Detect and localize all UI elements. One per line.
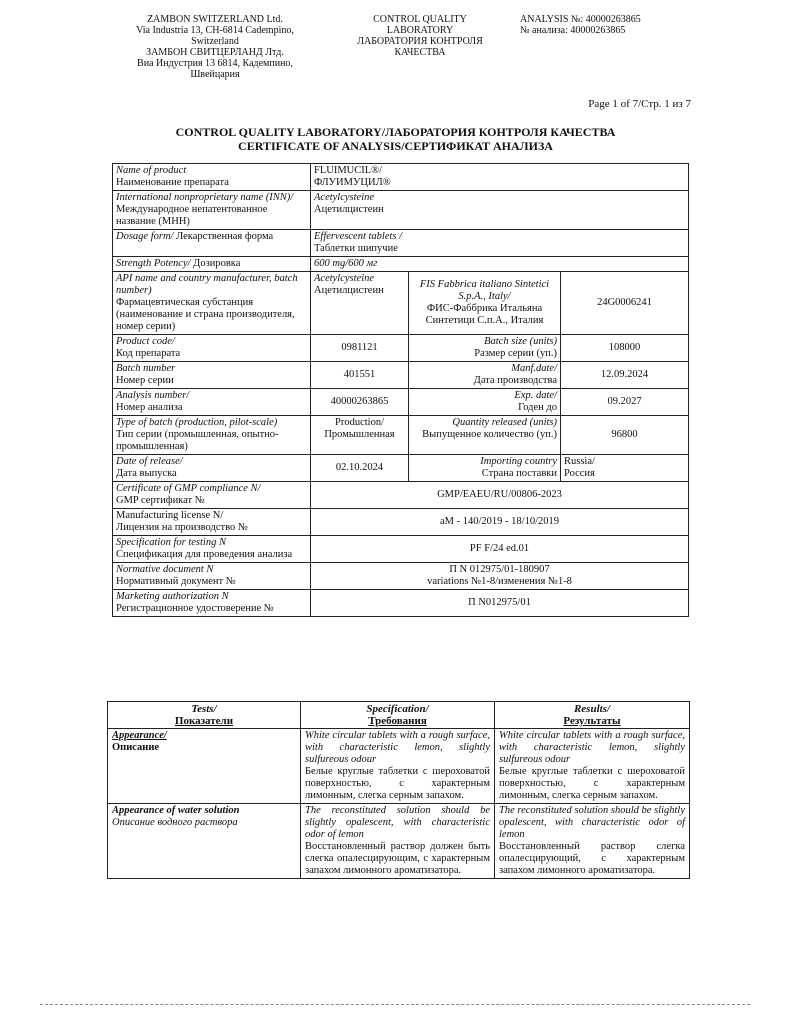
table-row bbox=[113, 416, 689, 455]
api-manufacturer: FIS Fabbrica italiano Sintetici S.p.A., Italy/ ФИС-Фаббрика Итальяна Синтетици С.п.А., Италия bbox=[409, 272, 561, 335]
table-row bbox=[108, 729, 690, 804]
dosage-label: Dosage form/ Лекарственная форма bbox=[113, 230, 311, 257]
title-line-1: CONTROL QUALITY LABORATORY/ЛАБОРАТОРИЯ КОНТРОЛЯ КАЧЕСТВА bbox=[175, 125, 616, 139]
analysis-number: 40000263865 bbox=[311, 389, 409, 416]
table-row bbox=[113, 389, 689, 416]
tests-header: Tests/ Показатели bbox=[108, 702, 301, 729]
importing-country: Russia/ Россия bbox=[561, 455, 689, 482]
api-label: API name and country manufacturer, batch number) Фармацевтическая субстанция (наименование и страна производителя, номер серии) bbox=[113, 272, 311, 335]
lab-line: КАЧЕСТВА bbox=[394, 47, 446, 58]
test-name: Appearance of water solution Описание водного раствора bbox=[108, 804, 301, 879]
lab-line: CONTROL QUALITY bbox=[373, 14, 467, 25]
table-row bbox=[113, 335, 689, 362]
inn-label: International nonproprietary name (INN)/ Международное непатентованное название (МНН) bbox=[113, 191, 311, 230]
importing-label: Importing country Страна поставки bbox=[409, 455, 561, 482]
tests-table bbox=[107, 701, 690, 879]
name-label: Name of product Наименование препарата bbox=[113, 164, 311, 191]
table-row bbox=[113, 563, 689, 590]
batch-number: 401551 bbox=[311, 362, 409, 389]
document-title bbox=[0, 125, 791, 153]
table-header-row bbox=[108, 702, 690, 729]
test-result: The reconstituted solution should be slightly opalescent, with characteristic odor of lemon Восстановленный раствор слегка опалесцирующий, с характерным запахом лимонного ароматизатора. bbox=[495, 804, 690, 879]
batch-type-label: Type of batch (production, pilot-scale) Тип серии (промышленная, опытно-промышленная) bbox=[113, 416, 311, 455]
batch-size: 108000 bbox=[561, 335, 689, 362]
lab-name-block bbox=[340, 14, 500, 58]
batch-size-label: Batch size (units) Размер серии (уп.) bbox=[409, 335, 561, 362]
analysis-number-block bbox=[520, 14, 680, 36]
table-row bbox=[108, 804, 690, 879]
license-value: aM - 140/2019 - 18/10/2019 bbox=[311, 509, 689, 536]
product-code: 0981121 bbox=[311, 335, 409, 362]
spec-label: Specification for testing N Спецификация для проведения анализа bbox=[113, 536, 311, 563]
qty-released: 96800 bbox=[561, 416, 689, 455]
analysis-number-label: Analysis number/ Номер анализа bbox=[113, 389, 311, 416]
api-name: Acetylcysteine Ацетилцистеин bbox=[311, 272, 409, 335]
table-row bbox=[113, 455, 689, 482]
analysis-line: № анализа: 40000263865 bbox=[520, 25, 626, 36]
table-row bbox=[113, 590, 689, 617]
ma-label: Marketing authorization N Регистрационное удостоверение № bbox=[113, 590, 311, 617]
company-line: Via Industria 13, CH-6814 Cadempino, bbox=[136, 25, 294, 36]
dosage-value: Effervescent tablets / Таблетки шипучие bbox=[311, 230, 689, 257]
spec-value: PF F/24 ed.01 bbox=[311, 536, 689, 563]
test-spec: The reconstituted solution should be slightly opalescent, with characteristic odor of lemon Восстановленный раствор должен быть слегка опалесцирующим, с характерным запахом лимонного ароматизатора. bbox=[301, 804, 495, 879]
table-row bbox=[113, 509, 689, 536]
normdoc-label: Normative document N Нормативный документ № bbox=[113, 563, 311, 590]
company-line: Швейцария bbox=[190, 69, 240, 80]
ma-value: П N012975/01 bbox=[311, 590, 689, 617]
normdoc-value: П N 012975/01-180907 variations №1-8/изменения №1-8 bbox=[311, 563, 689, 590]
footer-divider bbox=[40, 1004, 750, 1005]
table-row bbox=[113, 362, 689, 389]
inn-value: Acetylcysteine Ацетилцистеин bbox=[311, 191, 689, 230]
page-number: Page 1 of 7/Стр. 1 из 7 bbox=[588, 98, 691, 110]
strength-label: Strength Potency/ Дозировка bbox=[113, 257, 311, 272]
spec-header: Specification/ Требования bbox=[301, 702, 495, 729]
lab-line: LABORATORY bbox=[386, 25, 454, 36]
product-code-label: Product code/ Код препарата bbox=[113, 335, 311, 362]
gmp-label: Certificate of GMP compliance N/ GMP сертификат № bbox=[113, 482, 311, 509]
analysis-line: ANALYSIS №: 40000263865 bbox=[520, 14, 641, 25]
table-row bbox=[113, 257, 689, 272]
company-line: ЗАМБОН СВИТЦЕРЛАНД Лтд. bbox=[146, 47, 284, 58]
strength-value: 600 mg/600 мг bbox=[311, 257, 689, 272]
company-line: Switzerland bbox=[191, 36, 239, 47]
table-row bbox=[113, 272, 689, 335]
company-line: ZAMBON SWITZERLAND Ltd. bbox=[147, 14, 283, 25]
release-date: 02.10.2024 bbox=[311, 455, 409, 482]
batch-number-label: Batch number Номер серии bbox=[113, 362, 311, 389]
gmp-value: GMP/EAEU/RU/00806-2023 bbox=[311, 482, 689, 509]
exp-date-label: Exp. date/ Годен до bbox=[409, 389, 561, 416]
release-date-label: Date of release/ Дата выпуска bbox=[113, 455, 311, 482]
batch-type: Production/ Промышленная bbox=[311, 416, 409, 455]
test-result: White circular tablets with a rough surface, with characteristic lemon, slightly sulfureous odour Белые круглые таблетки с шероховатой поверхностью, с характерным лимонным, слегка серным запахом. bbox=[495, 729, 690, 804]
table-row bbox=[113, 164, 689, 191]
qty-released-label: Quantity released (units) Выпущенное количество (уп.) bbox=[409, 416, 561, 455]
license-label: Manufacturing license N/ Лицензия на производство № bbox=[113, 509, 311, 536]
name-value: FLUIMUCIL®/ ФЛУИМУЦИЛ® bbox=[311, 164, 689, 191]
exp-date: 09.2027 bbox=[561, 389, 689, 416]
table-row bbox=[113, 191, 689, 230]
api-batch: 24G0006241 bbox=[561, 272, 689, 335]
manf-date: 12.09.2024 bbox=[561, 362, 689, 389]
table-row bbox=[113, 482, 689, 509]
test-spec: White circular tablets with a rough surface, with characteristic lemon, slightly sulfureous odour Белые круглые таблетки с шероховатой поверхностью, с характерным лимонным, слегка серным запахом. bbox=[301, 729, 495, 804]
product-info-table bbox=[112, 163, 689, 617]
lab-line: ЛАБОРАТОРИЯ КОНТРОЛЯ bbox=[357, 36, 483, 47]
manf-date-label: Manf.date/ Дата производства bbox=[409, 362, 561, 389]
table-row bbox=[113, 230, 689, 257]
test-name: Appearance/ Описание bbox=[108, 729, 301, 804]
table-row bbox=[113, 536, 689, 563]
results-header: Results/ Результаты bbox=[495, 702, 690, 729]
company-address-block bbox=[120, 14, 310, 80]
title-line-2: CERTIFICATE OF ANALYSIS/СЕРТИФИКАТ АНАЛИЗА bbox=[238, 139, 553, 153]
company-line: Виа Индустрия 13 6814, Кадемпино, bbox=[137, 58, 293, 69]
